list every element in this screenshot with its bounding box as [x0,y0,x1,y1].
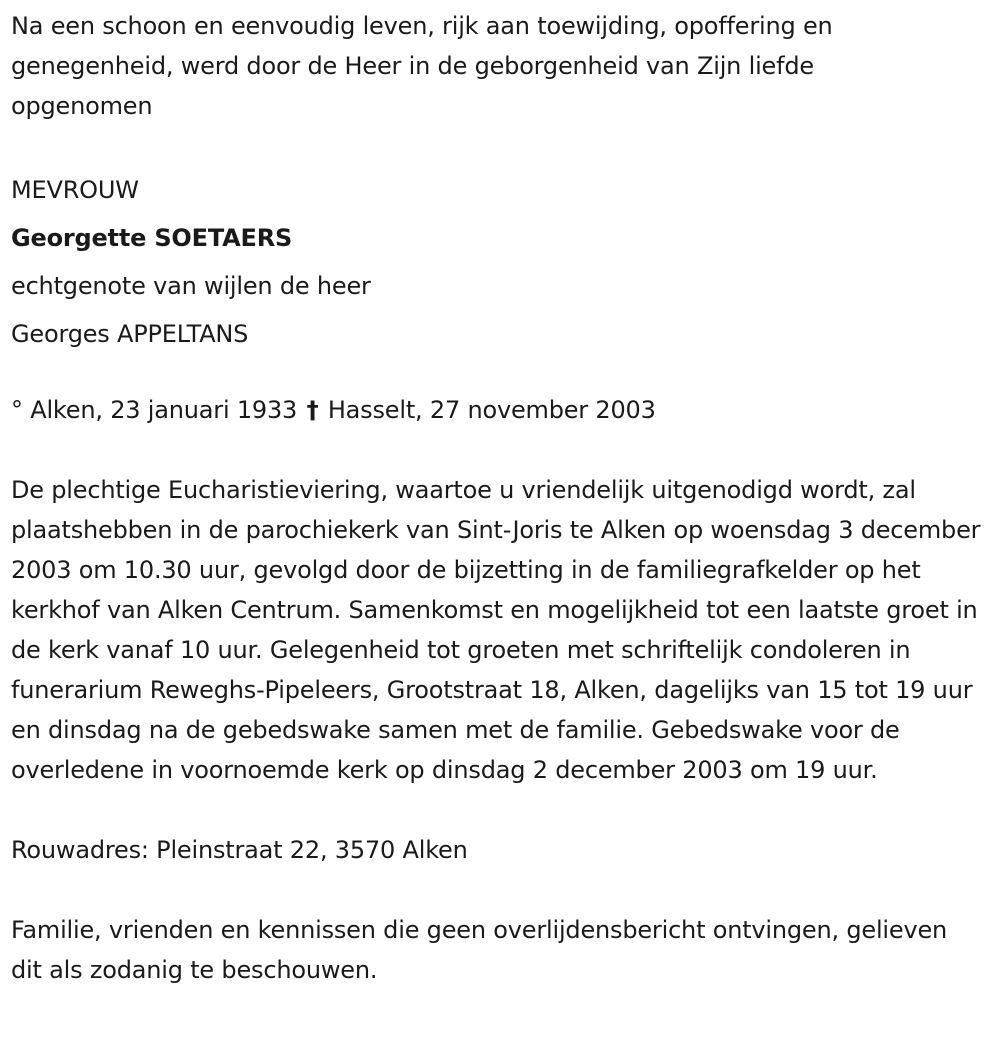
relation-text: echtgenote van wijlen de heer [11,272,371,300]
honorific-title: MEVROUW [11,176,139,204]
birth-symbol: ° [11,396,23,424]
spouse-name: Georges APPELTANS [11,320,249,348]
spacer [11,430,1000,470]
spacer [11,358,1000,390]
closing-text: Familie, vrienden en kennissen die geen overlijdensbericht ontvingen, gelieven dit als zodanig te beschouwen. [11,916,948,984]
birth-date: Alken, 23 januari 1933 [30,396,298,424]
death-date: Hasselt, 27 november 2003 [327,396,656,424]
spacer [11,126,1000,166]
deceased-block [11,166,1000,358]
life-dates [11,390,1000,430]
deceased-name: Georgette SOETAERS [11,224,293,252]
ceremony-text: De plechtige Eucharistieviering, waartoe u vriendelijk uitgenodigd wordt, zal plaatshebben in de parochiekerk van Sint-Joris te Alken op woensdag 3 december 2003 om 10.30 uur, gevolgd door de bijzetting in de familiegrafkelder op het kerkhof van Alken Centrum. Samenkomst en mogelijkheid tot een laatste groet in de kerk vanaf 10 uur. Gelegenheid tot groeten met schriftelijk condoleren in funerarium Reweghs-Pipeleers, Grootstraat 18, Alken, dagelijks van 15 tot 19 uur en dinsdag na de gebedswake samen met de familie. Gebedswake voor de overledene in voornoemde kerk op dinsdag 2 december 2003 om 19 uur. [11,476,981,784]
address-text: Rouwadres: Pleinstraat 22, 3570 Alken [11,836,468,864]
spacer [11,870,1000,910]
spacer [11,790,1000,830]
cross-icon: † [306,396,319,424]
intro-text: Na een schoon en eenvoudig leven, rijk aan toewijding, opoffering en genegenheid, werd door de Heer in de geborgenheid van Zijn liefde opgenomen [11,12,833,120]
